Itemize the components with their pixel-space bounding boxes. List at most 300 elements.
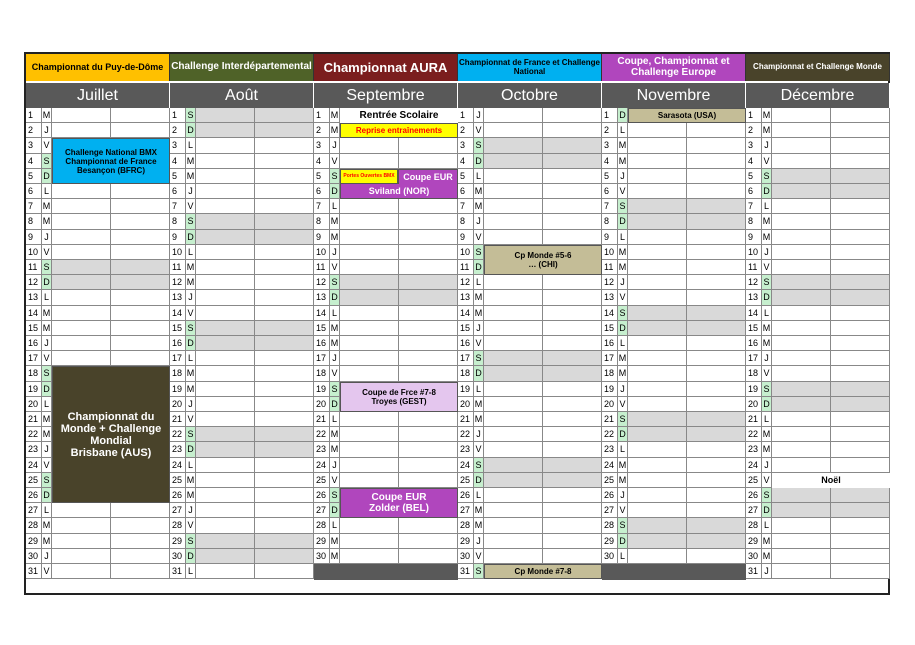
day-slot[interactable]	[111, 549, 170, 564]
day-slot[interactable]	[628, 230, 687, 245]
day-slot[interactable]	[484, 214, 543, 229]
day-slot[interactable]	[484, 123, 543, 138]
day-slot[interactable]	[52, 518, 111, 533]
day-slot[interactable]	[255, 108, 314, 123]
day-slot[interactable]	[196, 366, 255, 381]
day-slot[interactable]	[772, 199, 831, 214]
day-slot[interactable]	[831, 458, 890, 473]
day-slot[interactable]	[196, 306, 255, 321]
day-slot[interactable]	[687, 306, 746, 321]
day-slot[interactable]	[831, 169, 890, 184]
day-slot[interactable]	[687, 549, 746, 564]
coupe-eur-event[interactable]: Coupe EUR	[398, 169, 458, 184]
day-slot[interactable]	[687, 534, 746, 549]
day-slot[interactable]	[772, 306, 831, 321]
day-slot[interactable]	[831, 382, 890, 397]
day-slot[interactable]	[340, 154, 399, 169]
day-slot[interactable]	[399, 412, 458, 427]
day-slot[interactable]	[52, 214, 111, 229]
day-slot[interactable]	[543, 473, 602, 488]
day-slot[interactable]	[772, 549, 831, 564]
day-slot[interactable]	[543, 488, 602, 503]
day-slot[interactable]	[772, 138, 831, 153]
day-slot[interactable]	[831, 245, 890, 260]
day-slot[interactable]	[687, 412, 746, 427]
day-slot[interactable]	[543, 321, 602, 336]
day-slot[interactable]	[255, 290, 314, 305]
day-slot[interactable]	[255, 427, 314, 442]
calendar-event[interactable]: Challenge National BMX Championnat de France Besançon (BFRC)	[52, 138, 170, 184]
day-slot[interactable]	[399, 549, 458, 564]
day-slot[interactable]	[687, 442, 746, 457]
day-slot[interactable]	[543, 427, 602, 442]
day-slot[interactable]	[52, 123, 111, 138]
day-slot[interactable]	[111, 321, 170, 336]
day-slot[interactable]	[772, 321, 831, 336]
calendar-event[interactable]: Coupe EUR Zolder (BEL)	[340, 488, 458, 518]
sviland-event[interactable]: Sviland (NOR)	[340, 184, 458, 199]
day-slot[interactable]	[255, 260, 314, 275]
day-slot[interactable]	[196, 154, 255, 169]
day-slot[interactable]	[543, 366, 602, 381]
day-slot[interactable]	[52, 306, 111, 321]
day-slot[interactable]	[255, 230, 314, 245]
day-slot[interactable]	[111, 518, 170, 533]
day-slot[interactable]	[340, 534, 399, 549]
day-slot[interactable]	[196, 442, 255, 457]
calendar-event[interactable]: Championnat du Monde + Challenge Mondial Brisbane (AUS)	[52, 366, 170, 503]
day-slot[interactable]	[111, 275, 170, 290]
day-slot[interactable]	[772, 488, 831, 503]
day-slot[interactable]	[399, 336, 458, 351]
day-slot[interactable]	[196, 382, 255, 397]
day-slot[interactable]	[543, 306, 602, 321]
day-slot[interactable]	[255, 214, 314, 229]
day-slot[interactable]	[484, 275, 543, 290]
day-slot[interactable]	[340, 518, 399, 533]
day-slot[interactable]	[628, 427, 687, 442]
day-slot[interactable]	[255, 321, 314, 336]
day-slot[interactable]	[772, 366, 831, 381]
day-slot[interactable]	[255, 503, 314, 518]
day-slot[interactable]	[340, 260, 399, 275]
day-slot[interactable]	[196, 199, 255, 214]
day-slot[interactable]	[687, 473, 746, 488]
day-slot[interactable]	[687, 214, 746, 229]
day-slot[interactable]	[196, 230, 255, 245]
day-slot[interactable]	[687, 518, 746, 533]
day-slot[interactable]	[196, 123, 255, 138]
day-slot[interactable]	[196, 169, 255, 184]
day-slot[interactable]	[196, 473, 255, 488]
day-slot[interactable]	[484, 184, 543, 199]
day-slot[interactable]	[628, 382, 687, 397]
day-slot[interactable]	[628, 412, 687, 427]
day-slot[interactable]	[772, 108, 831, 123]
day-slot[interactable]	[196, 214, 255, 229]
day-slot[interactable]	[484, 154, 543, 169]
day-slot[interactable]	[772, 458, 831, 473]
day-slot[interactable]	[484, 108, 543, 123]
calendar-event[interactable]: Coupe de Frce #7-8 Troyes (GEST)	[340, 382, 458, 412]
day-slot[interactable]	[340, 199, 399, 214]
day-slot[interactable]	[543, 503, 602, 518]
day-slot[interactable]	[340, 290, 399, 305]
day-slot[interactable]	[687, 336, 746, 351]
day-slot[interactable]	[831, 275, 890, 290]
day-slot[interactable]	[340, 245, 399, 260]
day-slot[interactable]	[628, 214, 687, 229]
day-slot[interactable]	[340, 473, 399, 488]
day-slot[interactable]	[52, 336, 111, 351]
day-slot[interactable]	[340, 138, 399, 153]
day-slot[interactable]	[831, 184, 890, 199]
day-slot[interactable]	[687, 123, 746, 138]
day-slot[interactable]	[687, 154, 746, 169]
day-slot[interactable]	[484, 169, 543, 184]
day-slot[interactable]	[196, 260, 255, 275]
day-slot[interactable]	[399, 306, 458, 321]
day-slot[interactable]	[484, 549, 543, 564]
day-slot[interactable]	[111, 503, 170, 518]
day-slot[interactable]	[340, 366, 399, 381]
day-slot[interactable]	[484, 366, 543, 381]
day-slot[interactable]	[687, 290, 746, 305]
calendar-event[interactable]: Noël	[772, 473, 890, 488]
day-slot[interactable]	[628, 503, 687, 518]
day-slot[interactable]	[340, 458, 399, 473]
day-slot[interactable]	[687, 382, 746, 397]
day-slot[interactable]	[196, 275, 255, 290]
day-slot[interactable]	[52, 351, 111, 366]
day-slot[interactable]	[543, 123, 602, 138]
day-slot[interactable]	[111, 108, 170, 123]
day-slot[interactable]	[687, 169, 746, 184]
day-slot[interactable]	[543, 108, 602, 123]
day-slot[interactable]	[196, 503, 255, 518]
day-slot[interactable]	[543, 382, 602, 397]
day-slot[interactable]	[628, 184, 687, 199]
day-slot[interactable]	[772, 534, 831, 549]
day-slot[interactable]	[484, 473, 543, 488]
day-slot[interactable]	[484, 503, 543, 518]
day-slot[interactable]	[484, 138, 543, 153]
day-slot[interactable]	[399, 138, 458, 153]
day-slot[interactable]	[255, 245, 314, 260]
day-slot[interactable]	[772, 442, 831, 457]
day-slot[interactable]	[399, 321, 458, 336]
day-slot[interactable]	[255, 366, 314, 381]
day-slot[interactable]	[831, 549, 890, 564]
day-slot[interactable]	[196, 290, 255, 305]
day-slot[interactable]	[399, 275, 458, 290]
day-slot[interactable]	[484, 351, 543, 366]
day-slot[interactable]	[628, 473, 687, 488]
day-slot[interactable]	[399, 442, 458, 457]
day-slot[interactable]	[340, 351, 399, 366]
day-slot[interactable]	[543, 534, 602, 549]
day-slot[interactable]	[255, 412, 314, 427]
day-slot[interactable]	[52, 290, 111, 305]
day-slot[interactable]	[543, 154, 602, 169]
day-slot[interactable]	[831, 503, 890, 518]
day-slot[interactable]	[543, 214, 602, 229]
day-slot[interactable]	[628, 245, 687, 260]
day-slot[interactable]	[255, 336, 314, 351]
day-slot[interactable]	[628, 154, 687, 169]
calendar-event[interactable]: Rentrée Scolaire	[340, 108, 458, 123]
day-slot[interactable]	[831, 488, 890, 503]
day-slot[interactable]	[399, 230, 458, 245]
day-slot[interactable]	[772, 427, 831, 442]
day-slot[interactable]	[628, 275, 687, 290]
day-slot[interactable]	[687, 366, 746, 381]
day-slot[interactable]	[111, 245, 170, 260]
day-slot[interactable]	[255, 564, 314, 579]
day-slot[interactable]	[772, 412, 831, 427]
day-slot[interactable]	[52, 275, 111, 290]
day-slot[interactable]	[255, 382, 314, 397]
day-slot[interactable]	[687, 503, 746, 518]
day-slot[interactable]	[543, 230, 602, 245]
day-slot[interactable]	[687, 397, 746, 412]
day-slot[interactable]	[196, 458, 255, 473]
calendar-event[interactable]: Reprise entraînements	[340, 123, 458, 138]
day-slot[interactable]	[111, 260, 170, 275]
day-slot[interactable]	[772, 245, 831, 260]
day-slot[interactable]	[772, 564, 831, 579]
day-slot[interactable]	[687, 351, 746, 366]
day-slot[interactable]	[484, 534, 543, 549]
day-slot[interactable]	[196, 138, 255, 153]
day-slot[interactable]	[628, 458, 687, 473]
day-slot[interactable]	[196, 564, 255, 579]
day-slot[interactable]	[543, 138, 602, 153]
day-slot[interactable]	[52, 260, 111, 275]
day-slot[interactable]	[399, 534, 458, 549]
day-slot[interactable]	[687, 230, 746, 245]
day-slot[interactable]	[52, 230, 111, 245]
day-slot[interactable]	[484, 397, 543, 412]
day-slot[interactable]	[255, 138, 314, 153]
day-slot[interactable]	[399, 260, 458, 275]
day-slot[interactable]	[399, 214, 458, 229]
day-slot[interactable]	[399, 473, 458, 488]
day-slot[interactable]	[628, 488, 687, 503]
day-slot[interactable]	[340, 336, 399, 351]
day-slot[interactable]	[831, 108, 890, 123]
day-slot[interactable]	[831, 230, 890, 245]
day-slot[interactable]	[196, 534, 255, 549]
calendar-event[interactable]: Cp Monde #7-8	[484, 564, 602, 579]
day-slot[interactable]	[196, 351, 255, 366]
day-slot[interactable]	[543, 351, 602, 366]
day-slot[interactable]	[772, 351, 831, 366]
day-slot[interactable]	[196, 321, 255, 336]
day-slot[interactable]	[399, 518, 458, 533]
day-slot[interactable]	[255, 184, 314, 199]
day-slot[interactable]	[831, 123, 890, 138]
day-slot[interactable]	[628, 442, 687, 457]
day-slot[interactable]	[687, 488, 746, 503]
day-slot[interactable]	[255, 534, 314, 549]
day-slot[interactable]	[772, 214, 831, 229]
day-slot[interactable]	[484, 321, 543, 336]
day-slot[interactable]	[831, 351, 890, 366]
day-slot[interactable]	[399, 199, 458, 214]
day-slot[interactable]	[484, 199, 543, 214]
day-slot[interactable]	[340, 412, 399, 427]
day-slot[interactable]	[255, 169, 314, 184]
day-slot[interactable]	[484, 488, 543, 503]
day-slot[interactable]	[484, 442, 543, 457]
day-slot[interactable]	[772, 336, 831, 351]
day-slot[interactable]	[772, 503, 831, 518]
day-slot[interactable]	[340, 214, 399, 229]
day-slot[interactable]	[255, 154, 314, 169]
day-slot[interactable]	[52, 549, 111, 564]
day-slot[interactable]	[543, 184, 602, 199]
day-slot[interactable]	[111, 534, 170, 549]
day-slot[interactable]	[196, 412, 255, 427]
day-slot[interactable]	[399, 154, 458, 169]
day-slot[interactable]	[687, 260, 746, 275]
day-slot[interactable]	[831, 366, 890, 381]
day-slot[interactable]	[831, 518, 890, 533]
day-slot[interactable]	[255, 351, 314, 366]
day-slot[interactable]	[628, 518, 687, 533]
day-slot[interactable]	[111, 214, 170, 229]
day-slot[interactable]	[484, 518, 543, 533]
day-slot[interactable]	[628, 260, 687, 275]
day-slot[interactable]	[628, 123, 687, 138]
day-slot[interactable]	[340, 321, 399, 336]
day-slot[interactable]	[687, 138, 746, 153]
day-slot[interactable]	[772, 169, 831, 184]
day-slot[interactable]	[628, 290, 687, 305]
day-slot[interactable]	[831, 397, 890, 412]
day-slot[interactable]	[831, 412, 890, 427]
day-slot[interactable]	[111, 336, 170, 351]
day-slot[interactable]	[831, 336, 890, 351]
day-slot[interactable]	[255, 458, 314, 473]
day-slot[interactable]	[772, 382, 831, 397]
day-slot[interactable]	[255, 442, 314, 457]
day-slot[interactable]	[399, 290, 458, 305]
day-slot[interactable]	[196, 488, 255, 503]
day-slot[interactable]	[111, 199, 170, 214]
day-slot[interactable]	[543, 397, 602, 412]
day-slot[interactable]	[831, 154, 890, 169]
day-slot[interactable]	[772, 184, 831, 199]
day-slot[interactable]	[255, 199, 314, 214]
day-slot[interactable]	[196, 245, 255, 260]
day-slot[interactable]	[196, 397, 255, 412]
day-slot[interactable]	[255, 473, 314, 488]
day-slot[interactable]	[831, 427, 890, 442]
day-slot[interactable]	[399, 458, 458, 473]
day-slot[interactable]	[772, 230, 831, 245]
day-slot[interactable]	[399, 351, 458, 366]
day-slot[interactable]	[399, 427, 458, 442]
day-slot[interactable]	[772, 123, 831, 138]
day-slot[interactable]	[255, 123, 314, 138]
calendar-event[interactable]: Sarasota (USA)	[628, 108, 746, 123]
calendar-event[interactable]: Cp Monde #5-6 … (CHI)	[484, 245, 602, 275]
day-slot[interactable]	[831, 214, 890, 229]
day-slot[interactable]	[543, 290, 602, 305]
day-slot[interactable]	[52, 199, 111, 214]
day-slot[interactable]	[255, 397, 314, 412]
day-slot[interactable]	[340, 427, 399, 442]
day-slot[interactable]	[196, 427, 255, 442]
day-slot[interactable]	[628, 397, 687, 412]
day-slot[interactable]	[831, 138, 890, 153]
day-slot[interactable]	[772, 518, 831, 533]
day-slot[interactable]	[52, 245, 111, 260]
day-slot[interactable]	[831, 442, 890, 457]
day-slot[interactable]	[484, 458, 543, 473]
day-slot[interactable]	[340, 230, 399, 245]
day-slot[interactable]	[687, 199, 746, 214]
day-slot[interactable]	[543, 549, 602, 564]
day-slot[interactable]	[543, 199, 602, 214]
day-slot[interactable]	[772, 275, 831, 290]
day-slot[interactable]	[340, 306, 399, 321]
day-slot[interactable]	[628, 199, 687, 214]
day-slot[interactable]	[484, 306, 543, 321]
day-slot[interactable]	[111, 564, 170, 579]
day-slot[interactable]	[255, 549, 314, 564]
day-slot[interactable]	[52, 534, 111, 549]
day-slot[interactable]	[628, 366, 687, 381]
day-slot[interactable]	[543, 442, 602, 457]
day-slot[interactable]	[628, 321, 687, 336]
day-slot[interactable]	[255, 518, 314, 533]
day-slot[interactable]	[340, 549, 399, 564]
day-slot[interactable]	[772, 290, 831, 305]
day-slot[interactable]	[543, 518, 602, 533]
day-slot[interactable]	[484, 382, 543, 397]
day-slot[interactable]	[831, 199, 890, 214]
day-slot[interactable]	[484, 336, 543, 351]
day-slot[interactable]	[831, 564, 890, 579]
day-slot[interactable]	[628, 336, 687, 351]
day-slot[interactable]	[543, 336, 602, 351]
day-slot[interactable]	[687, 321, 746, 336]
day-slot[interactable]	[111, 230, 170, 245]
day-slot[interactable]	[399, 245, 458, 260]
day-slot[interactable]	[484, 427, 543, 442]
day-slot[interactable]	[196, 336, 255, 351]
day-slot[interactable]	[52, 184, 111, 199]
day-slot[interactable]	[543, 169, 602, 184]
day-slot[interactable]	[772, 260, 831, 275]
day-slot[interactable]	[484, 230, 543, 245]
day-slot[interactable]	[687, 245, 746, 260]
day-slot[interactable]	[831, 534, 890, 549]
day-slot[interactable]	[628, 169, 687, 184]
day-slot[interactable]	[255, 275, 314, 290]
day-slot[interactable]	[196, 108, 255, 123]
day-slot[interactable]	[831, 260, 890, 275]
day-slot[interactable]	[52, 564, 111, 579]
day-slot[interactable]	[687, 427, 746, 442]
day-slot[interactable]	[399, 366, 458, 381]
day-slot[interactable]	[628, 306, 687, 321]
day-slot[interactable]	[196, 184, 255, 199]
day-slot[interactable]	[111, 351, 170, 366]
